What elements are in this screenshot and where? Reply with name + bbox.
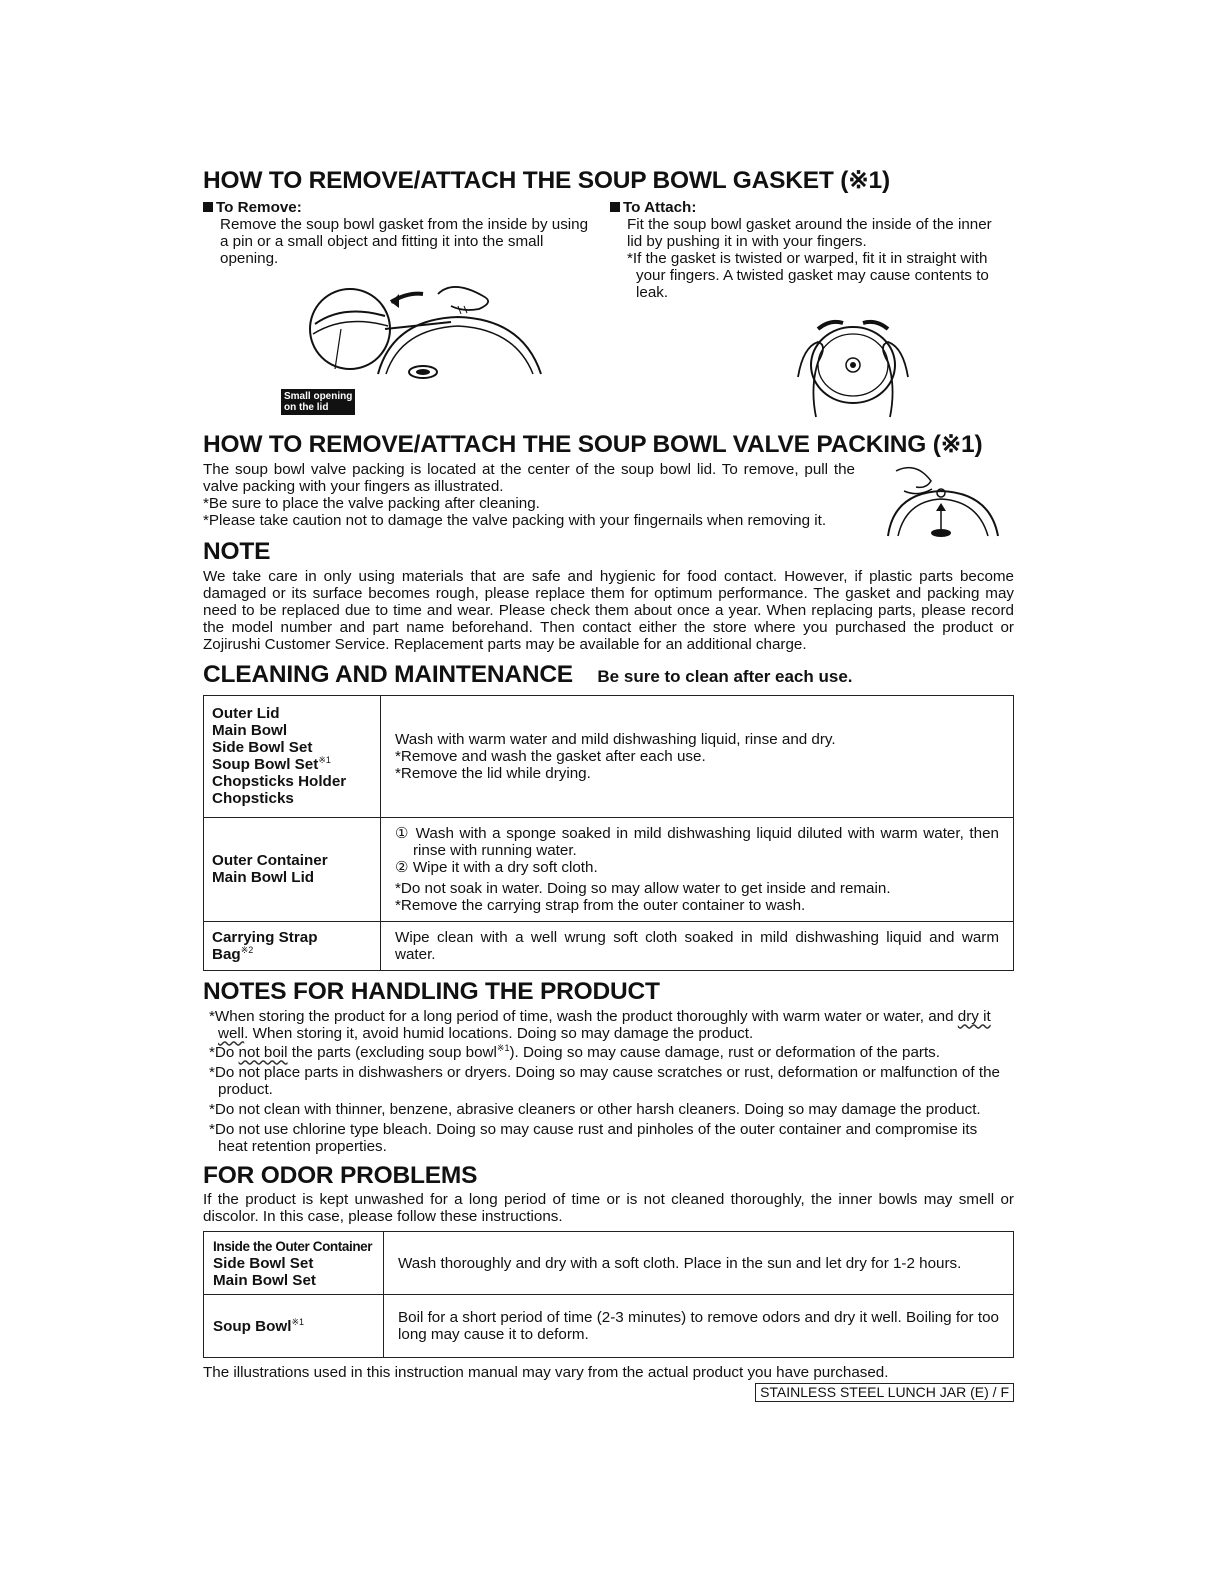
- valve-section: [203, 461, 1023, 529]
- instructions-cell: Wash with warm water and mild dishwashing liquid, rinse and dry. *Remove and wash the gasket after each use. *Remove the lid while drying.: [381, 695, 1014, 817]
- attach-note: *If the gasket is twisted or warped, fit it in straight with your fingers. A twisted gasket may cause contents to leak.: [627, 249, 989, 301]
- handling-note-3: *Do not place parts in dishwashers or dryers. Doing so may cause scratches or rust, deformation or malfunction of the product.: [209, 1063, 1000, 1098]
- handling-note-4: *Do not clean with thinner, benzene, abrasive cleaners or other harsh cleaners. Doing so may damage the product.: [209, 1100, 981, 1118]
- attach-heading: To Attach:: [610, 199, 1010, 216]
- table-row: [204, 1232, 1014, 1295]
- valve-note-2: *Please take caution not to damage the valve packing with your fingernails when removing it.: [203, 512, 827, 530]
- parts-cell: Outer Container Main Bowl Lid: [204, 817, 381, 921]
- note-text: We take care in only using materials that are safe and hygienic for food contact. However, if plastic parts become damaged or its surface becomes rough, please replace them for optimum performance. The gasket and packing may need to be replaced due to time and wear. Please check them about once a year. When replacing parts, please record the model number and part name beforehand. Then contact either the store where you purchased the product or Zojirushi Customer Service. Replacement parts may be available for an additional charge.: [203, 568, 1014, 654]
- gasket-remove-illustration: [283, 284, 583, 384]
- parts-cell: Carrying Strap Bag$^{※2}$: [204, 921, 381, 970]
- cleaning-subtitle: Be sure to clean after each use.: [597, 667, 853, 687]
- table-row: [204, 817, 1014, 921]
- odor-text: If the product is kept unwashed for a long period of time or is not cleaned thoroughly, the inner bowls may smell or discolor. In this case, please follow these instructions.: [203, 1191, 1014, 1226]
- instructions-cell: Wash thoroughly and dry with a soft cloth. Place in the sun and let dry for 1-2 hours.: [384, 1232, 1014, 1295]
- handling-note-5: *Do not use chlorine type bleach. Doing so may cause rust and pinholes of the outer container and compromise its heat retention properties.: [209, 1120, 978, 1155]
- instructions-cell: ① Wash with a sponge soaked in mild dishwashing liquid diluted with warm water, then rinse with running water. ② Wipe it with a dry soft cloth. *Do not soak in water. Doing so may allow water to get inside and remain. *Remove the carrying strap from the outer container to wash.: [381, 817, 1014, 921]
- square-bullet-icon: [203, 202, 213, 212]
- table-row: [204, 1295, 1014, 1358]
- handling-note-1: *When storing the product for a long period of time, wash the product thoroughly with warm water or water, and dry it well. When storing it, avoid humid locations. Doing so may damage the product.: [209, 1007, 991, 1042]
- table-row: [204, 695, 1014, 817]
- handling-section-title: NOTES FOR HANDLING THE PRODUCT: [203, 977, 660, 1005]
- table-row: [204, 921, 1014, 970]
- valve-text: The soup bowl valve packing is located at the center of the soup bowl lid. To remove, pull the valve packing with your fingers as illustrated.: [203, 461, 855, 496]
- handling-note-2: *Do not boil the parts (excluding soup bowl$^{※1}$). Doing so may cause damage, rust or deformation of the parts.: [209, 1042, 940, 1061]
- valve-packing-illustration: [886, 461, 1004, 539]
- cleaning-heading-row: [203, 662, 1023, 688]
- parts-cell: Outer Lid Main Bowl Side Bowl Set Soup Bowl Set$^{※1}$ Chopsticks Holder Chopsticks: [204, 695, 381, 817]
- odor-section-title: FOR ODOR PROBLEMS: [203, 1161, 478, 1189]
- valve-section-title: HOW TO REMOVE/ATTACH THE SOUP BOWL VALVE PACKING (※1): [203, 430, 983, 458]
- note-section-title: NOTE: [203, 538, 271, 566]
- illustration-disclaimer: The illustrations used in this instruction manual may vary from the actual product you have purchased.: [203, 1364, 889, 1382]
- valve-note-1: *Be sure to place the valve packing after cleaning.: [203, 495, 540, 513]
- parts-cell: Inside the Outer Container Side Bowl Set Main Bowl Set: [204, 1232, 384, 1295]
- manual-page: [203, 168, 1023, 1405]
- instructions-cell: Wipe clean with a well wrung soft cloth soaked in mild dishwashing liquid and warm water.: [381, 921, 1014, 970]
- gasket-section-title: HOW TO REMOVE/ATTACH THE SOUP BOWL GASKET (※1): [203, 167, 890, 194]
- remove-text: Remove the soup bowl gasket from the inside by using a pin or a small object and fitting it into the small opening.: [220, 215, 589, 267]
- parts-cell: Soup Bowl$^{※1}$: [204, 1295, 384, 1358]
- handling-notes: [203, 1008, 1008, 1155]
- square-bullet-icon: [610, 202, 620, 212]
- gasket-section: [203, 198, 1023, 413]
- cleaning-section-title: CLEANING AND MAINTENANCE: [203, 661, 573, 689]
- gasket-attach-illustration: [788, 317, 918, 422]
- remove-column: [203, 199, 598, 267]
- cleaning-table: [203, 695, 1014, 971]
- remove-heading: To Remove:: [203, 199, 598, 216]
- odor-table: [203, 1231, 1014, 1358]
- footer: [203, 1383, 1014, 1405]
- model-label: STAINLESS STEEL LUNCH JAR (E) / F: [755, 1383, 1014, 1402]
- small-opening-callout: Small opening on the lid: [281, 389, 355, 415]
- instructions-cell: Boil for a short period of time (2-3 minutes) to remove odors and dry it well. Boiling for too long may cause it to deform.: [384, 1295, 1014, 1358]
- attach-column: [610, 199, 1010, 301]
- attach-text: Fit the soup bowl gasket around the inside of the inner lid by pushing it in with your fingers.: [627, 215, 992, 250]
